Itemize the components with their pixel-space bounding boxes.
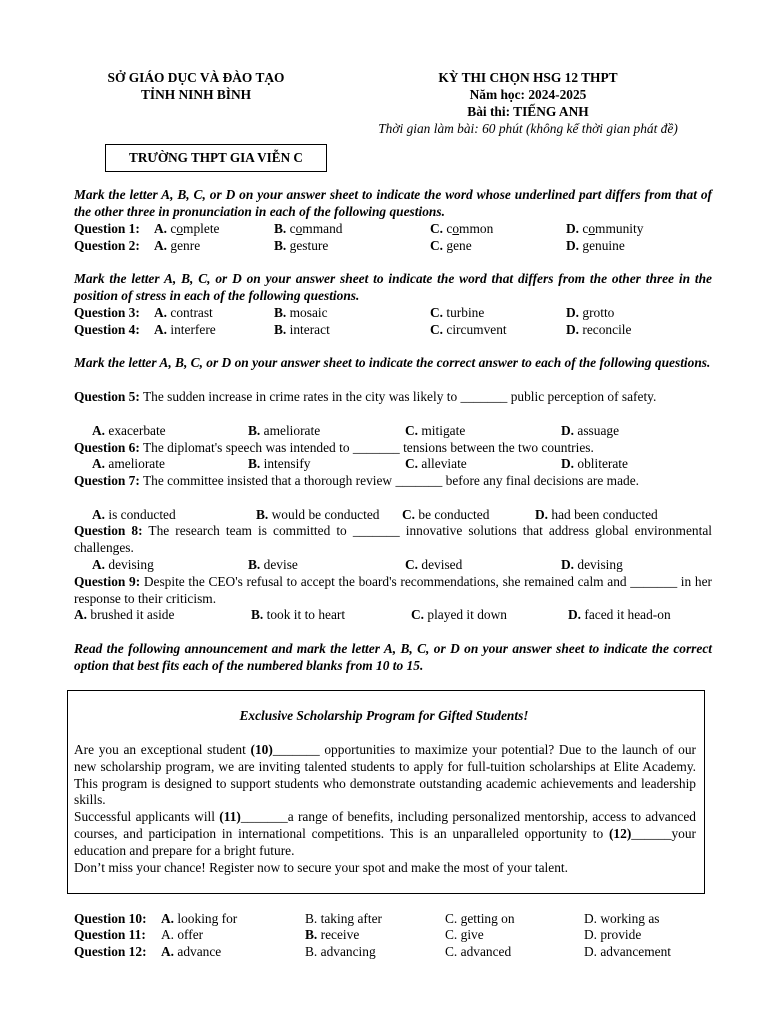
option-c: C. common <box>430 221 494 236</box>
option-d: D. genuine <box>566 238 625 253</box>
option-c: C. devised <box>405 557 463 572</box>
option-b: B. taking after <box>305 911 382 926</box>
option-a: A. looking for <box>161 911 238 926</box>
option-b: B. command <box>274 221 343 236</box>
question-9-options <box>74 607 712 624</box>
header-province: TỈNH NINH BÌNH <box>140 87 252 102</box>
option-c: C. turbine <box>430 305 485 320</box>
option-a: A. complete <box>154 221 220 236</box>
announcement-paragraph-1: Are you an exceptional student (10)_______ opportunities to maximize your potential? Due to the launch of our new scholarship program, we are inviting talented students to apply for full-tuition scholarships at Elite Academy. This program is designed to support students who demonstrate outstanding academic achievements and leadership skills. <box>74 742 696 808</box>
option-b: B. advancing <box>305 944 376 959</box>
header-school-year: Năm học: 2024-2025 <box>469 87 587 102</box>
question-label: Question 10: <box>74 911 147 926</box>
option-d: D. had been conducted <box>535 507 658 522</box>
option-c: C. be conducted <box>402 507 490 522</box>
question-6-options <box>74 456 712 473</box>
option-b: B. would be conducted <box>256 507 380 522</box>
option-d: D. devising <box>561 557 623 572</box>
option-a: A. is conducted <box>92 507 176 522</box>
option-a: A. offer <box>161 927 204 942</box>
section2-instruction: Mark the letter A, B, C, or D on your answer sheet to indicate the word that differs from the other three in the position of stress in each of the following questions. <box>74 271 712 303</box>
section1-instruction: Mark the letter A, B, C, or D on your answer sheet to indicate the word whose underlined part differs from that of the other three in pronunciation in each of the following questions. <box>74 187 712 219</box>
section4-instruction: Read the following announcement and mark the letter A, B, C, or D on your answer sheet to indicate the correct option that best fits each of the numbered blanks from 10 to 15. <box>74 641 712 673</box>
option-d: D. faced it head-on <box>568 607 671 622</box>
option-b: B. ameliorate <box>248 423 321 438</box>
option-a: A. exacerbate <box>92 423 166 438</box>
option-d: D. reconcile <box>566 322 632 337</box>
question-label: Question 4: <box>74 322 140 337</box>
option-a: A. interfere <box>154 322 216 337</box>
question-10 <box>74 911 712 928</box>
announcement-title: Exclusive Scholarship Program for Gifted Students! <box>239 708 529 723</box>
option-d: D. advancement <box>584 944 671 959</box>
option-b: B. mosaic <box>274 305 328 320</box>
option-a: A. devising <box>92 557 154 572</box>
option-d: D. grotto <box>566 305 615 320</box>
option-b: B. interact <box>274 322 330 337</box>
question-7-options <box>74 507 712 524</box>
question-label: Question 2: <box>74 238 140 253</box>
question-3 <box>74 305 712 322</box>
option-d: D. community <box>566 221 644 236</box>
school-name-box: TRƯỜNG THPT GIA VIỄN C <box>105 144 327 172</box>
option-a: A. genre <box>154 238 201 253</box>
option-b: B. took it to heart <box>251 607 346 622</box>
option-b: B. gesture <box>274 238 329 253</box>
question-label: Question 11: <box>74 927 146 942</box>
option-c: C. give <box>445 927 484 942</box>
question-6-stem: Question 6: The diplomat's speech was intended to _______ tensions between the two countries. <box>74 440 594 455</box>
option-c: C. gene <box>430 238 472 253</box>
question-label: Question 12: <box>74 944 147 959</box>
header-department: SỞ GIÁO DỤC VÀ ĐÀO TẠO <box>107 70 285 85</box>
option-b: B. receive <box>305 927 360 942</box>
option-c: C. alleviate <box>405 456 467 471</box>
question-5-stem: Question 5: The sudden increase in crime rates in the city was likely to _______ public perception of safety. <box>74 389 657 404</box>
question-7-stem: Question 7: The committee insisted that a thorough review _______ before any final decisions are made. <box>74 473 639 488</box>
option-a: A. contrast <box>154 305 213 320</box>
option-a: A. brushed it aside <box>74 607 175 622</box>
question-12 <box>74 944 712 961</box>
announcement-paragraph-2: Successful applicants will (11)_______a range of benefits, including personalized mentorship, access to advanced courses, and participation in international competitions. This is an unparalleled opportunity to (12)______your education and prepare for a bright future. <box>74 809 696 858</box>
option-d: D. provide <box>584 927 642 942</box>
option-a: A. advance <box>161 944 222 959</box>
option-c: C. played it down <box>411 607 507 622</box>
option-b: B. devise <box>248 557 298 572</box>
question-8-stem: Question 8: The research team is committed to _______ innovative solutions that address global environmental challenges. <box>74 523 712 555</box>
header-time-limit: Thời gian làm bài: 60 phút (không kể thời gian phát đề) <box>378 121 678 136</box>
header-exam-title: KỲ THI CHỌN HSG 12 THPT <box>438 70 618 85</box>
question-1 <box>74 221 712 238</box>
option-c: C. advanced <box>445 944 512 959</box>
section3-instruction: Mark the letter A, B, C, or D on your answer sheet to indicate the correct answer to each of the following questions. <box>74 355 711 370</box>
option-d: D. obliterate <box>561 456 628 471</box>
question-8-options <box>74 557 712 574</box>
option-b: B. intensify <box>248 456 311 471</box>
option-c: C. mitigate <box>405 423 466 438</box>
question-9-stem: Question 9: Despite the CEO's refusal to accept the board's recommendations, she remained calm and _______ in her response to their criticism. <box>74 574 712 606</box>
question-label: Question 1: <box>74 221 140 236</box>
option-c: C. circumvent <box>430 322 507 337</box>
question-11 <box>74 927 712 944</box>
option-d: D. working as <box>584 911 660 926</box>
announcement-paragraph-3: Don’t miss your chance! Register now to secure your spot and make the most of your talent. <box>74 860 568 875</box>
header-subject: Bài thi: TIẾNG ANH <box>467 104 589 119</box>
question-2 <box>74 238 712 255</box>
question-label: Question 3: <box>74 305 140 320</box>
option-a: A. ameliorate <box>92 456 165 471</box>
question-5-options <box>74 423 712 440</box>
question-4 <box>74 322 712 339</box>
option-c: C. getting on <box>445 911 515 926</box>
option-d: D. assuage <box>561 423 620 438</box>
